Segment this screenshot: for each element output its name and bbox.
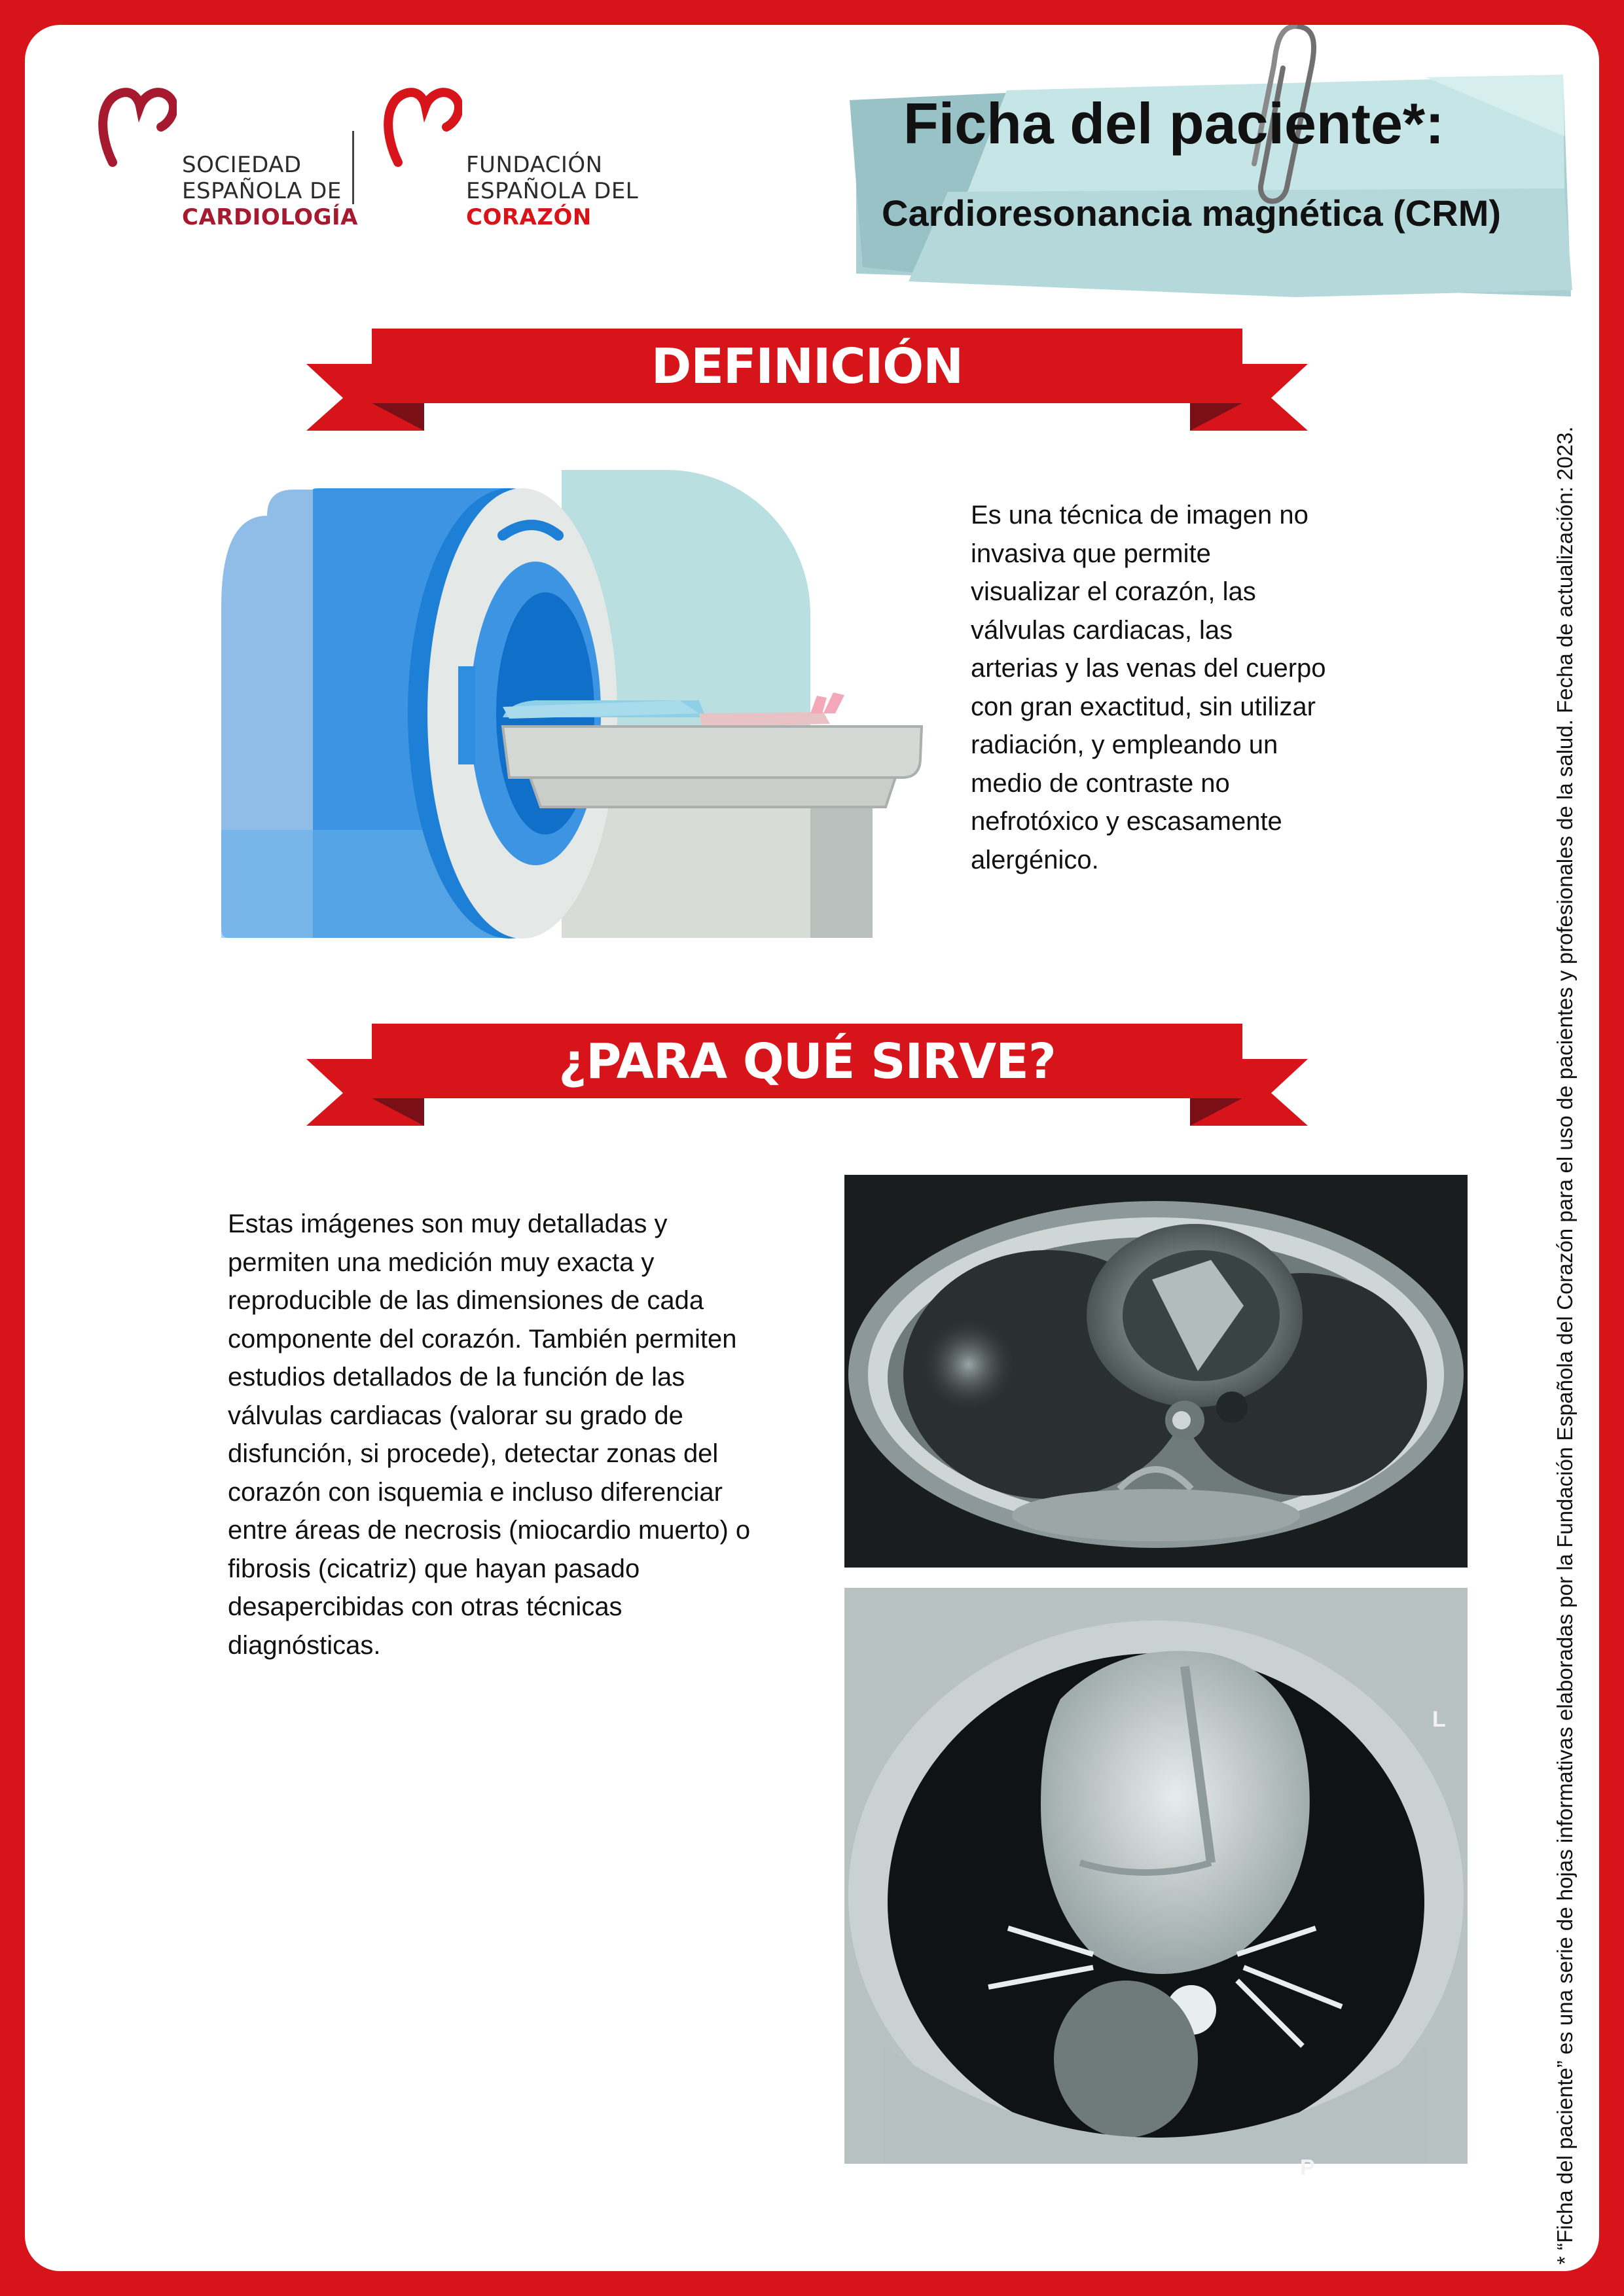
definicion-paragraph [971,496,1442,879]
fec-logo-line2: ESPAÑOLA DEL [466,178,639,204]
mri-scan-axial [844,1175,1468,1568]
sec-logo-line3: CARDIOLOGÍA [182,204,358,230]
sec-logo [98,84,373,234]
definicion-line: nefrotóxico y escasamente [971,807,1282,836]
header-subtitle: Cardioresonancia magnética (CRM) [882,192,1501,234]
logo-divider [352,131,354,204]
sirve-line: componente del corazón. También permiten [228,1324,737,1354]
definicion-line: con gran exactitud, sin utilizar [971,692,1316,721]
definicion-line: radiación, y empleando un [971,730,1278,759]
para-que-sirve-paragraph [228,1205,817,1664]
ribbon-para-que-sirve [306,995,1308,1132]
sec-heart-icon [98,84,177,175]
page-frame [25,25,1599,2271]
sirve-line: estudios detallados de la función de las [228,1363,685,1391]
sirve-line: Estas imágenes son muy detalladas y [228,1210,668,1238]
fec-logo-line3: CORAZÓN [466,204,592,230]
fec-logo [384,84,659,234]
scan-label-left: L [1432,1707,1446,1732]
fec-heart-icon [384,84,462,175]
sec-logo-line1: SOCIEDAD [182,152,302,178]
sirve-line: fibrosis (cicatriz) que hayan pasado [228,1554,640,1583]
sirve-line: permiten una medición muy exacta y [228,1247,655,1277]
fec-logo-line1: FUNDACIÓN [466,152,603,178]
mri-machine-illustration [195,470,941,941]
definicion-line: medio de contraste no [971,768,1230,798]
mri-scan-four-chamber-panel [844,1588,1468,2180]
heading-para-que-sirve: ¿PARA QUÉ SIRVE? [558,1033,1056,1090]
definicion-line: válvulas cardiacas, las [971,615,1233,645]
definicion-line: arterias y las venas del cuerpo [971,654,1326,683]
side-note: * “Ficha del paciente” es una serie de hojas informativas elaboradas por la Fundación Española del Corazón para el uso de pacientes y profesionales de la salud. Fecha de actualización: 2023. [1553,426,1577,2265]
header-title: Ficha del paciente*: [903,91,1445,156]
sec-logo-line2: ESPAÑOLA DE [182,178,342,204]
mri-scan-four-chamber [844,1588,1468,2164]
scan-label-posterior: P [1300,2155,1315,2180]
definicion-line: alergénico. [971,845,1099,874]
definicion-line: Es una técnica de imagen no [971,501,1308,529]
definicion-line: visualizar el corazón, las [971,577,1256,606]
sirve-line: disfunción, si procede), detectar zonas del [228,1439,719,1468]
sirve-line: corazón con isquemia e incluso diferenciar [228,1477,723,1507]
sirve-line: entre áreas de necrosis (miocardio muerto) o [228,1516,751,1545]
ribbon-definicion [306,300,1308,437]
heading-definicion: DEFINICIÓN [651,338,964,395]
sirve-line: válvulas cardiacas (valorar su grado de [228,1401,683,1430]
sirve-line: desapercibidas con otras técnicas [228,1592,623,1621]
definicion-line: invasiva que permite [971,539,1211,568]
sirve-line: reproducible de las dimensiones de cada [228,1286,704,1315]
sirve-line: diagnósticas. [228,1630,381,1660]
header-paper [837,38,1583,313]
